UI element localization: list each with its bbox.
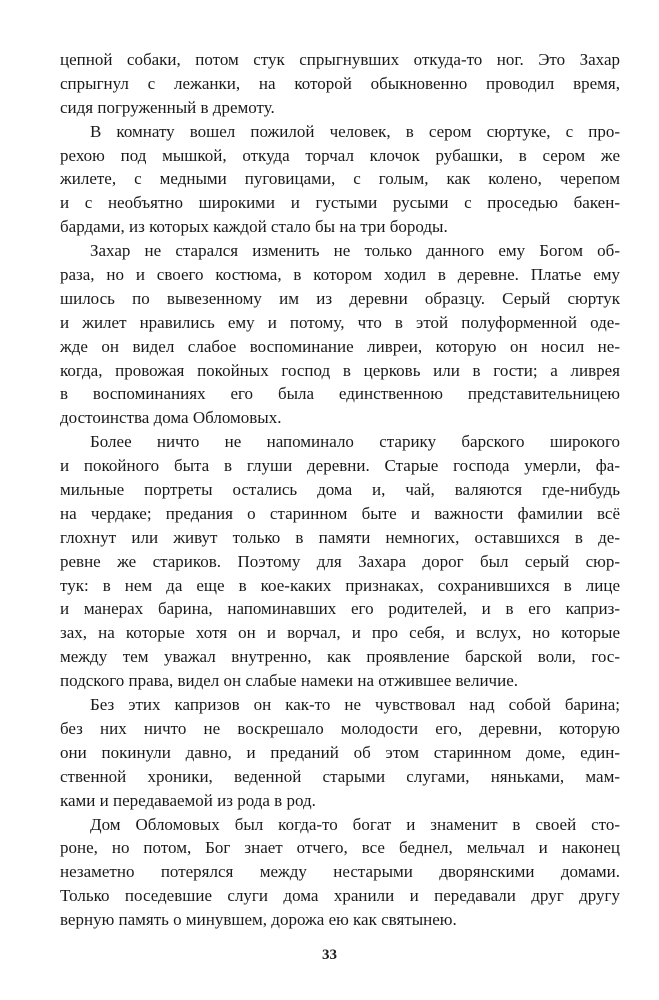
body-text xyxy=(60,48,620,932)
text-line: ревне же стариков. Поэтому для Захара дорог был серый сюр- xyxy=(60,551,620,571)
text-line: незаметно потерялся между нестарыми дворянскими домами. xyxy=(60,862,620,882)
text-line: мильные портреты остались дома и, чай, валяются где-нибудь xyxy=(60,480,620,500)
text-line: Только поседевшие слуги дома хранили и передавали друг другу xyxy=(60,886,620,906)
text-line: жилете, с медными пуговицами, с голым, как колено, черепом xyxy=(60,169,620,189)
text-line: спрыгнул с лежанки, на которой обыкновенно проводил время, xyxy=(60,73,620,93)
paragraph xyxy=(60,48,620,120)
text-line: между тем уважал внутренно, как проявление барской воли, гос- xyxy=(60,647,620,667)
paragraph xyxy=(60,120,620,239)
text-line: достоинства дома Обломовых. xyxy=(60,408,282,428)
text-line: раза, но и своего костюма, в котором ходил в деревне. Платье ему xyxy=(60,265,620,285)
text-line: тук: в нем да еще в кое-каких признаках, сохранившихся в лице xyxy=(60,575,620,595)
paragraph xyxy=(60,813,620,932)
text-line: и жилет нравились ему и потому, что в этой полуформенной оде- xyxy=(60,312,620,332)
text-line: Дом Обломовых был когда-то богат и знаменит в своей сто- xyxy=(90,814,620,834)
text-line: ственной хроники, веденной старыми слугами, няньками, мам- xyxy=(60,766,620,786)
text-line: без них ничто не воскрешало молодости его, деревни, которую xyxy=(60,718,620,738)
text-line: ками и передаваемой из рода в род. xyxy=(60,790,316,810)
text-line: и с необъятно широкими и густыми русыми с проседью бакен- xyxy=(60,193,620,213)
paragraph xyxy=(60,430,620,693)
text-line: верную память о минувшем, дорожа ею как святынею. xyxy=(60,910,457,930)
text-line: подского права, видел он слабые намеки на отжившее величие. xyxy=(60,671,518,691)
text-line: роне, но потом, Бог знает отчего, все беднел, мельчал и наконец xyxy=(60,838,620,858)
paragraph xyxy=(60,239,620,430)
text-line: цепной собаки, потом стук спрыгнувших откуда-то ног. Это Захар xyxy=(60,50,620,69)
text-line: в воспоминаниях его была единственною представительницею xyxy=(60,384,620,404)
text-line: Более ничто не напоминало старику барского широкого xyxy=(90,432,620,452)
text-line: Без этих капризов он как-то не чувствовал над собой барина; xyxy=(90,695,620,715)
paragraph xyxy=(60,693,620,812)
text-line: сидя погруженный в дремоту. xyxy=(60,97,275,117)
text-line: Захар не старался изменить не только данного ему Богом об- xyxy=(90,241,620,261)
text-line: глохнут или живут только в памяти немногих, оставшихся в де- xyxy=(60,527,620,547)
text-line: рехою под мышкой, откуда торчал клочок рубашки, в сером же xyxy=(60,145,620,165)
text-line: бардами, из которых каждой стало бы на три бороды. xyxy=(60,217,448,237)
text-line: на чердаке; предания о старинном быте и важности фамилии всё xyxy=(60,503,620,523)
text-line: В комнату вошел пожилой человек, в сером сюртуке, с про- xyxy=(90,121,620,141)
text-line: зах, на которые хотя он и ворчал, и про себя, и вслух, но которые xyxy=(60,623,620,643)
text-line: жде он видел слабое воспоминание ливреи, которую он носил не- xyxy=(60,336,620,356)
text-line: они покинули давно, и преданий об этом старинном доме, един- xyxy=(60,742,620,762)
page-number: 33 xyxy=(322,947,337,963)
text-line: и манерах барина, напоминавших его родителей, и в его каприз- xyxy=(60,599,620,619)
text-line: и покойного быта в глуши деревни. Старые господа умерли, фа- xyxy=(60,456,620,476)
text-line: когда, провожая покойных господ в церковь или в гости; а ливрея xyxy=(60,360,620,380)
text-line: шилось по вывезенному им из деревни образцу. Серый сюртук xyxy=(60,288,620,308)
